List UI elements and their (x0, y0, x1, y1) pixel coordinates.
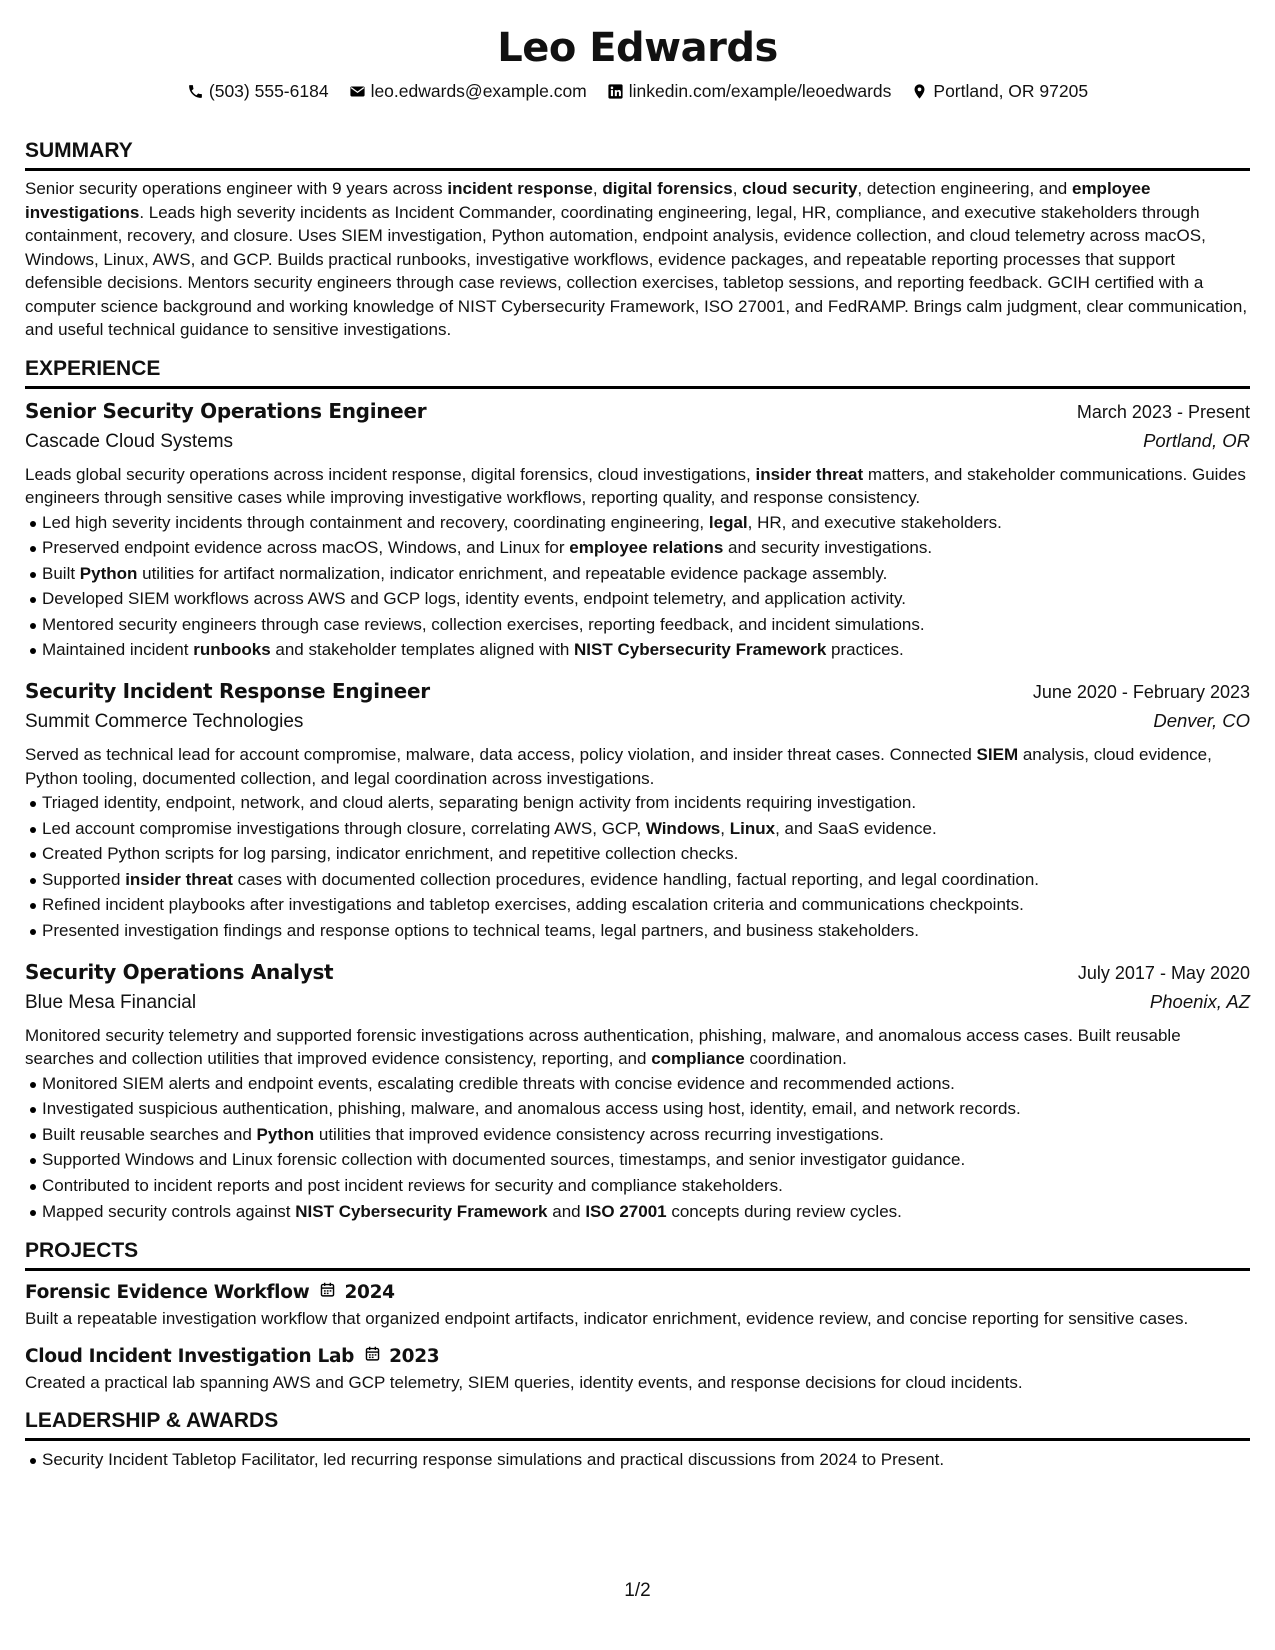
envelope-icon (349, 83, 366, 100)
job-company: Cascade Cloud Systems (25, 430, 234, 452)
candidate-name: Leo Edwards (497, 25, 778, 71)
bullet-item: Refined incident playbooks after investigations and tabletop exercises, adding escalation criteria and communications checkpoints. (42, 892, 1250, 918)
job-description: Leads global security operations across incident response, digital forensics, cloud investigations, insider threat matters, and stakeholder communications. Guides engineers through sensitive cases while improving investigative workflows, reporting quality, and response consistency. (25, 464, 1246, 507)
project-year: 2023 (389, 1345, 440, 1367)
bullet-item: Mentored security engineers through case reviews, collection exercises, reporting feedback, and incident simulations. (42, 612, 1250, 638)
job-bullets (25, 790, 1250, 944)
bullet-item: Contributed to incident reports and post incident reviews for security and compliance stakeholders. (42, 1173, 1250, 1199)
bullet-item: Monitored SIEM alerts and endpoint events, escalating credible threats with concise evidence and recommended actions. (42, 1071, 1250, 1097)
job-dates: March 2023 - Present (1076, 401, 1250, 422)
job-title: Security Operations Analyst (25, 959, 334, 984)
job-dates: June 2020 - February 2023 (1032, 682, 1250, 703)
job-description: Monitored security telemetry and supported forensic investigations across authentication, phishing, malware, and anomalous access cases. Built reusable searches and collection utilities that improved evidence consistency, reporting, and compliance coordination. (25, 1025, 1181, 1069)
job-company: Summit Commerce Technologies (25, 711, 304, 733)
job-bullets (25, 1071, 1250, 1225)
job-title: Senior Security Operations Engineer (25, 398, 427, 423)
calendar-icon (364, 1343, 381, 1371)
job-dates: July 2017 - May 2020 (1077, 962, 1250, 983)
page-number: 1/2 (624, 1580, 651, 1601)
email-text[interactable]: leo.edwards@example.com (370, 80, 587, 101)
job-location: Portland, OR (1143, 429, 1250, 451)
experience-section (25, 356, 1250, 1225)
bullet-item: Investigated suspicious authentication, phishing, malware, and anomalous access using host, identity, email, and network records. (42, 1096, 1250, 1122)
projects-section (25, 1238, 1250, 1394)
bullet-item: Supported insider threat cases with documented collection procedures, evidence handling, factual reporting, and legal coordination. (42, 867, 1250, 893)
contact-location (911, 81, 1088, 102)
project-description: Created a practical lab spanning AWS and GCP telemetry, SIEM queries, identity events, and response decisions for cloud incidents. (25, 1372, 1023, 1392)
bullet-item: Led account compromise investigations through closure, correlating AWS, GCP, Windows, Linux, and SaaS evidence. (42, 816, 1250, 842)
project-entry (25, 1279, 1250, 1331)
map-pin-icon (911, 83, 928, 100)
job-company: Blue Mesa Financial (25, 991, 197, 1013)
summary-text: Senior security operations engineer with 9 years across incident response, digital forensics, cloud security, detection engineering, and employee investigations. Leads high severity incidents as Incident Commander, coordinating engineering, legal, HR, compliance, and executive stakeholders through containment, recovery, and closure. Uses SIEM investigation, Python automation, endpoint analysis, evidence collection, and cloud telemetry across macOS, Windows, Linux, AWS, and GCP. Builds practical runbooks, investigative workflows, evidence packages, and repeatable reporting processes that support defensible decisions. Mentors security engineers through case reviews, collection exercises, tabletop sessions, and reporting feedback. GCIH certified with a computer science background and working knowledge of NIST Cybersecurity Framework, ISO 27001, and FedRAMP. Brings calm judgment, clear communication, and useful technical guidance to sensitive investigations. (25, 179, 1248, 339)
project-description: Built a repeatable investigation workflow that organized endpoint artifacts, indicator enrichment, evidence review, and concise reporting for sensitive cases. (25, 1309, 1189, 1329)
projects-heading: PROJECTS (25, 1238, 1250, 1271)
leadership-list (25, 1447, 1250, 1473)
bullet-item: Triaged identity, endpoint, network, and cloud alerts, separating benign activity from incidents requiring investigation. (42, 790, 1250, 816)
contact-email[interactable] (349, 81, 587, 102)
job-entry (25, 958, 1250, 1225)
project-name: Cloud Incident Investigation Lab (25, 1345, 355, 1367)
bullet-item: Presented investigation findings and response options to technical teams, legal partners, and business stakeholders. (42, 918, 1250, 944)
contact-phone (187, 81, 329, 102)
contact-linkedin[interactable] (607, 81, 892, 102)
project-year: 2024 (344, 1282, 395, 1304)
bullet-item: Built reusable searches and Python utilities that improved evidence consistency across recurring investigations. (42, 1122, 1250, 1148)
list-item: Security Incident Tabletop Facilitator, led recurring response simulations and practical discussions from 2024 to Present. (42, 1447, 1250, 1473)
location-text: Portland, OR 97205 (933, 80, 1089, 101)
bullet-item: Preserved endpoint evidence across macOS, Windows, and Linux for employee relations and security investigations. (42, 535, 1250, 561)
job-bullets (25, 510, 1250, 664)
job-location: Phoenix, AZ (1149, 990, 1250, 1012)
bullet-item: Supported Windows and Linux forensic collection with documented sources, timestamps, and senior investigator guidance. (42, 1147, 1250, 1173)
calendar-icon (319, 1279, 336, 1307)
bullet-item: Mapped security controls against NIST Cybersecurity Framework and ISO 27001 concepts during review cycles. (42, 1199, 1250, 1225)
linkedin-text[interactable]: linkedin.com/example/leoedwards (628, 80, 892, 101)
contact-bar (25, 78, 1250, 104)
bullet-item: Created Python scripts for log parsing, indicator enrichment, and repetitive collection checks. (42, 841, 1250, 867)
leadership-section (25, 1408, 1250, 1473)
bullet-item: Led high severity incidents through containment and recovery, coordinating engineering, legal, HR, and executive stakeholders. (42, 510, 1250, 536)
job-entry (25, 677, 1250, 944)
job-location: Denver, CO (1153, 710, 1250, 732)
bullet-item: Maintained incident runbooks and stakeholder templates aligned with NIST Cybersecurity Framework practices. (42, 637, 1250, 663)
project-entry (25, 1343, 1250, 1395)
phone-icon (187, 83, 204, 100)
job-title: Security Incident Response Engineer (25, 679, 430, 704)
job-entry (25, 397, 1250, 664)
project-name: Forensic Evidence Workflow (25, 1282, 310, 1304)
linkedin-icon (607, 83, 624, 100)
summary-section (25, 138, 1250, 342)
bullet-item: Built Python utilities for artifact normalization, indicator enrichment, and repeatable evidence package assembly. (42, 561, 1250, 587)
job-description: Served as technical lead for account compromise, malware, data access, policy violation, and insider threat cases. Connected SIEM analysis, cloud evidence, Python tooling, documented collection, and legal coordination across investigations. (25, 745, 1212, 788)
leadership-heading: LEADERSHIP & AWARDS (25, 1408, 1250, 1441)
bullet-item: Developed SIEM workflows across AWS and GCP logs, identity events, endpoint telemetry, and application activity. (42, 586, 1250, 612)
summary-heading: SUMMARY (25, 138, 1250, 171)
phone-text: (503) 555-6184 (208, 80, 329, 101)
experience-heading: EXPERIENCE (25, 356, 1250, 389)
